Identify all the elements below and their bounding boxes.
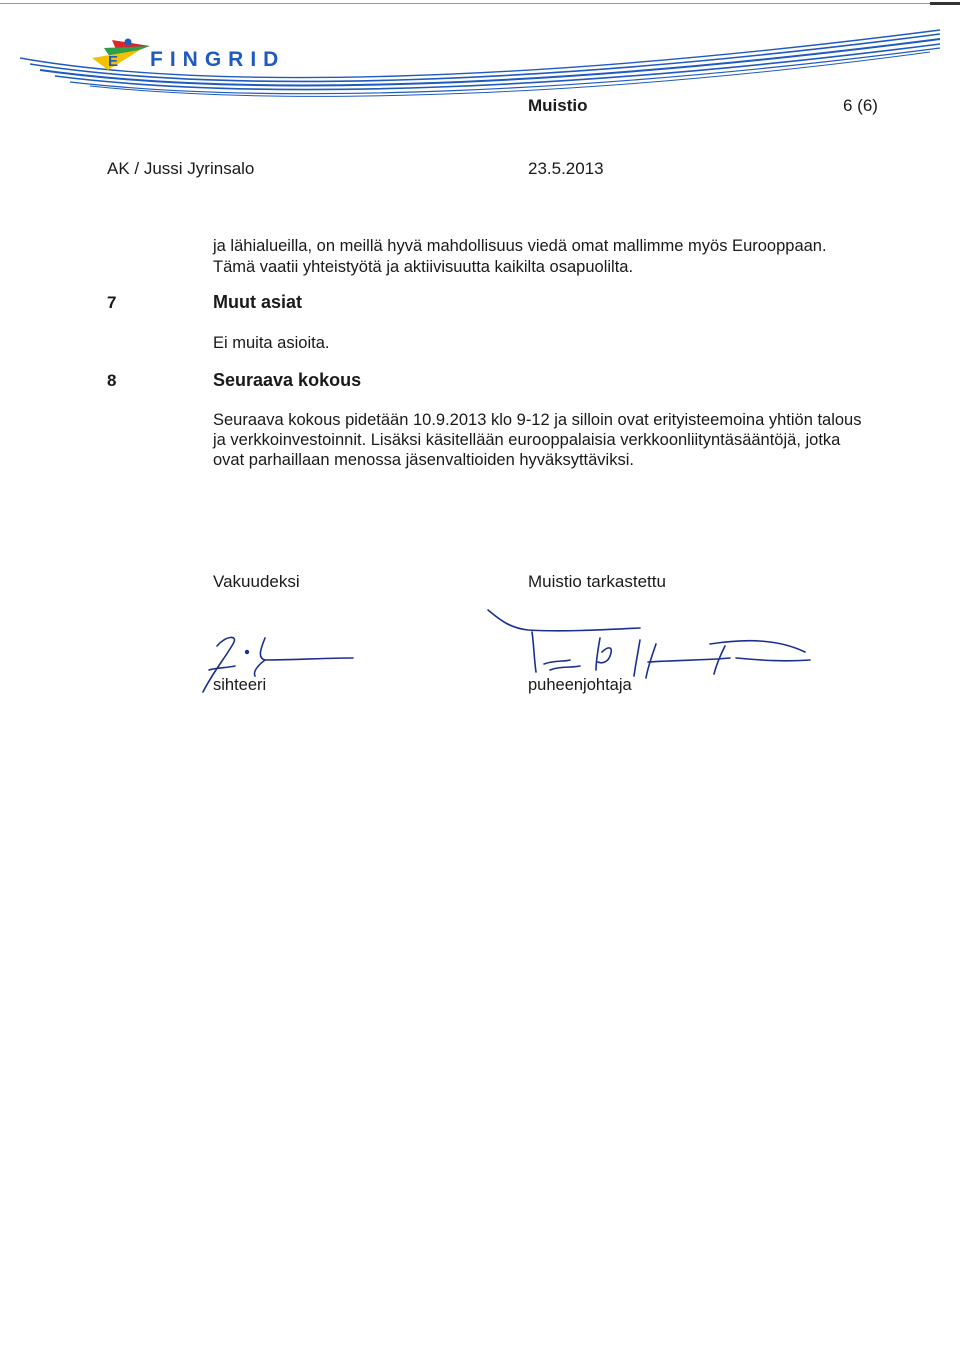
paragraph-line: Tämä vaatii yhteistyötä ja aktiivisuutta kaikilta osapuolilta. xyxy=(213,258,634,276)
paragraph-line: ovat parhaillaan menossa jäsenvaltioiden hyväksyttäviksi. xyxy=(213,451,634,469)
signature-label-left: Vakuudeksi xyxy=(213,572,300,591)
section-body xyxy=(213,333,913,354)
document-date: 23.5.2013 xyxy=(528,159,604,178)
paragraph-line: ja lähialueilla, on meillä hyvä mahdollisuus viedä omat mallimme myös Eurooppaan. xyxy=(213,237,827,255)
paragraph-line: ja verkkoinvestoinnit. Lisäksi käsitellään eurooppalaisia verkkoonliityntäsääntöjä, jotka xyxy=(213,431,841,449)
signature-role-right: puheenjohtaja xyxy=(528,676,632,694)
continued-paragraph xyxy=(213,236,913,278)
paragraph-line: Ei muita asioita. xyxy=(213,334,330,352)
author-line: AK / Jussi Jyrinsalo xyxy=(107,159,255,178)
page-number: 6 (6) xyxy=(843,96,878,115)
paragraph-line: Seuraava kokous pidetään 10.9.2013 klo 9-12 ja silloin ovat erityisteemoina yhtiön talous xyxy=(213,411,862,429)
top-border-mark xyxy=(930,2,960,5)
section-heading: Seuraava kokous xyxy=(213,370,362,390)
section-body xyxy=(213,410,913,470)
logo-wordmark: FINGRID xyxy=(150,48,286,71)
fingrid-logo xyxy=(0,20,960,110)
section-number: 7 xyxy=(107,293,117,312)
document-type: Muistio xyxy=(528,96,588,115)
top-border-line xyxy=(0,3,960,4)
logo-mark-icon xyxy=(92,39,150,71)
signature-role-left: sihteeri xyxy=(213,676,267,694)
signature-label-right: Muistio tarkastettu xyxy=(528,572,666,591)
section-number: 8 xyxy=(107,371,117,390)
section-heading: Muut asiat xyxy=(213,292,303,312)
logo-mark-letter: E xyxy=(108,53,119,70)
